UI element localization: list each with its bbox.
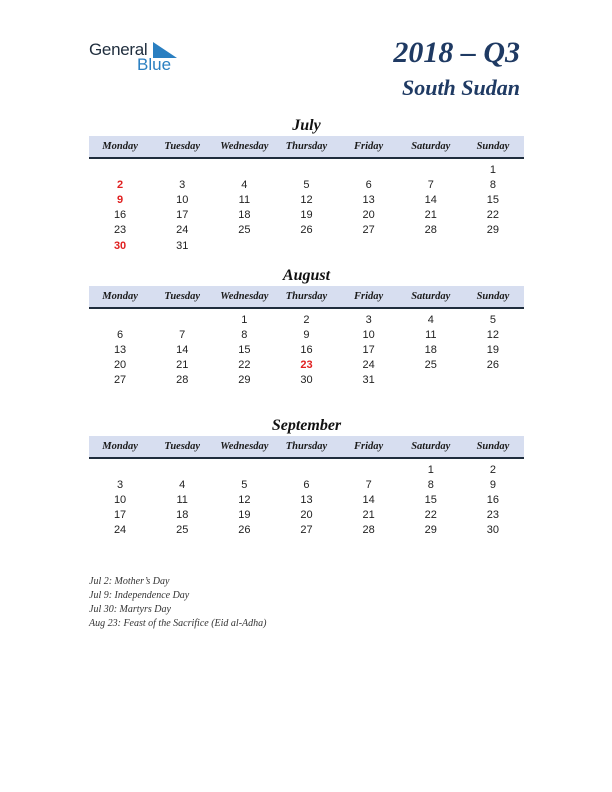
day-cell: 21 — [424, 209, 437, 222]
day-cell: 15 — [486, 193, 500, 206]
day-cell: 23 — [300, 359, 313, 372]
week-row — [89, 238, 524, 253]
day-cell: 30 — [300, 374, 313, 387]
day-cell: 15 — [238, 343, 251, 356]
weekday-label: Friday — [354, 141, 384, 152]
weekday-label: Monday — [102, 141, 138, 152]
day-cell: 2 — [117, 178, 124, 191]
day-cell: 1 — [489, 163, 496, 176]
weekday-label: Wednesday — [220, 291, 269, 302]
day-cell: 6 — [117, 328, 124, 341]
day-cell: 31 — [362, 374, 375, 387]
weekday-label: Tuesday — [164, 291, 201, 302]
day-cell: 9 — [489, 478, 496, 491]
day-cell: 8 — [241, 328, 248, 341]
day-cell: 9 — [117, 193, 124, 206]
weekday-label: Saturday — [411, 141, 451, 152]
day-cell: 26 — [486, 359, 500, 372]
day-cell: 5 — [241, 478, 248, 491]
day-cell: 5 — [489, 313, 496, 326]
day-grid — [89, 162, 524, 253]
day-cell: 22 — [424, 509, 437, 522]
weekday-label: Sunday — [476, 441, 510, 452]
holiday-notes — [89, 575, 266, 631]
week-row — [89, 312, 524, 327]
day-cell: 26 — [238, 524, 251, 537]
month-title: July — [292, 117, 321, 134]
weekday-label: Tuesday — [164, 141, 201, 152]
day-cell: 13 — [300, 493, 313, 506]
week-row — [89, 327, 524, 342]
day-cell: 12 — [300, 193, 313, 206]
week-row — [89, 208, 524, 223]
day-cell: 9 — [303, 328, 310, 341]
day-cell: 22 — [486, 209, 500, 222]
day-cell: 30 — [486, 524, 500, 537]
weekday-label: Monday — [102, 291, 138, 302]
holiday-note: Jul 2: Mother’s Day — [89, 576, 170, 587]
week-row — [89, 192, 524, 207]
day-cell: 12 — [486, 328, 500, 341]
day-cell: 26 — [300, 224, 313, 237]
weekday-header — [89, 436, 524, 459]
day-cell: 7 — [365, 478, 372, 491]
weekday-header — [89, 136, 524, 159]
day-cell: 7 — [179, 328, 186, 341]
weekday-label: Wednesday — [220, 141, 269, 152]
month-title: September — [271, 417, 342, 434]
week-row — [89, 342, 524, 357]
day-cell: 4 — [427, 313, 434, 326]
holiday-note: Jul 30: Martyrs Day — [89, 604, 171, 615]
day-cell: 29 — [424, 524, 437, 537]
weekday-label: Wednesday — [220, 441, 269, 452]
day-cell: 16 — [300, 343, 313, 356]
day-cell: 20 — [113, 359, 127, 372]
weekday-header — [89, 286, 524, 309]
day-cell: 3 — [365, 313, 372, 326]
day-cell: 22 — [238, 359, 251, 372]
day-grid — [89, 462, 524, 538]
country-subtitle: South Sudan — [401, 75, 520, 100]
week-row — [89, 477, 524, 492]
day-cell: 20 — [300, 509, 313, 522]
day-cell: 27 — [113, 374, 127, 387]
day-cell: 29 — [238, 374, 251, 387]
week-row — [89, 373, 524, 388]
day-cell: 14 — [362, 493, 375, 506]
week-row — [89, 492, 524, 507]
day-cell: 17 — [176, 209, 189, 222]
day-cell: 3 — [179, 178, 186, 191]
weekday-label: Friday — [354, 291, 384, 302]
day-grid — [89, 312, 524, 388]
day-cell: 25 — [238, 224, 251, 237]
day-cell: 31 — [176, 239, 189, 252]
day-cell: 21 — [176, 359, 189, 372]
day-cell: 25 — [424, 359, 437, 372]
weekday-label: Thursday — [285, 141, 328, 152]
day-cell: 23 — [486, 509, 500, 522]
day-cell: 28 — [424, 224, 437, 237]
day-cell: 25 — [176, 524, 189, 537]
day-cell: 13 — [362, 193, 375, 206]
day-cell: 10 — [362, 328, 375, 341]
weekday-label: Sunday — [476, 291, 510, 302]
day-cell: 12 — [238, 493, 251, 506]
day-cell: 7 — [427, 178, 434, 191]
week-row — [89, 177, 524, 192]
day-cell: 18 — [176, 509, 189, 522]
day-cell: 19 — [238, 509, 251, 522]
week-row — [89, 462, 524, 477]
day-cell: 1 — [427, 463, 434, 476]
month-september — [89, 416, 524, 538]
day-cell: 14 — [424, 193, 437, 206]
day-cell: 16 — [486, 493, 500, 506]
day-cell: 6 — [365, 178, 372, 191]
day-cell: 17 — [362, 343, 375, 356]
week-row — [89, 508, 524, 523]
day-cell: 2 — [303, 313, 310, 326]
day-cell: 27 — [300, 524, 313, 537]
day-cell: 16 — [113, 209, 127, 222]
day-cell: 2 — [489, 463, 496, 476]
day-cell: 19 — [486, 343, 500, 356]
day-cell: 24 — [113, 524, 127, 537]
week-row — [89, 358, 524, 373]
day-cell: 18 — [238, 209, 251, 222]
day-cell: 4 — [179, 478, 186, 491]
day-cell: 23 — [113, 224, 127, 237]
day-cell: 20 — [362, 209, 375, 222]
day-cell: 27 — [362, 224, 375, 237]
day-cell: 8 — [427, 478, 434, 491]
day-cell: 5 — [303, 178, 310, 191]
day-cell: 10 — [176, 193, 189, 206]
logo-text-blue: Blue — [137, 55, 172, 74]
day-cell: 19 — [300, 209, 313, 222]
month-title: August — [282, 267, 331, 284]
weekday-label: Thursday — [285, 441, 328, 452]
day-cell: 17 — [113, 509, 127, 522]
logo-text-general: General — [89, 40, 148, 59]
month-july — [89, 116, 524, 253]
weekday-label: Saturday — [411, 291, 451, 302]
month-august — [89, 266, 524, 388]
day-cell: 24 — [176, 224, 189, 237]
day-cell: 18 — [424, 343, 437, 356]
day-cell: 28 — [176, 374, 189, 387]
day-cell: 11 — [425, 328, 437, 341]
weekday-label: Monday — [102, 441, 138, 452]
week-row — [89, 523, 524, 538]
day-cell: 1 — [241, 313, 248, 326]
day-cell: 30 — [113, 239, 127, 252]
week-row — [89, 223, 524, 238]
week-row — [89, 162, 524, 177]
day-cell: 11 — [176, 493, 188, 506]
holiday-note: Aug 23: Feast of the Sacrifice (Eid al-Adha) — [89, 618, 267, 629]
day-cell: 21 — [362, 509, 375, 522]
day-cell: 10 — [113, 493, 127, 506]
day-cell: 8 — [489, 178, 496, 191]
day-cell: 6 — [303, 478, 310, 491]
day-cell: 14 — [176, 343, 189, 356]
day-cell: 11 — [238, 193, 251, 206]
day-cell: 13 — [113, 343, 127, 356]
day-cell: 28 — [362, 524, 375, 537]
day-cell: 15 — [424, 493, 437, 506]
weekday-label: Thursday — [285, 291, 328, 302]
page-title: 2018 – Q3 — [393, 36, 520, 69]
holiday-note: Jul 9: Independence Day — [89, 590, 190, 601]
day-cell: 4 — [241, 178, 248, 191]
weekday-label: Tuesday — [164, 441, 201, 452]
day-cell: 24 — [362, 359, 375, 372]
weekday-label: Sunday — [476, 141, 510, 152]
day-cell: 29 — [486, 224, 500, 237]
weekday-label: Saturday — [411, 441, 451, 452]
weekday-label: Friday — [354, 441, 384, 452]
day-cell: 3 — [117, 478, 124, 491]
